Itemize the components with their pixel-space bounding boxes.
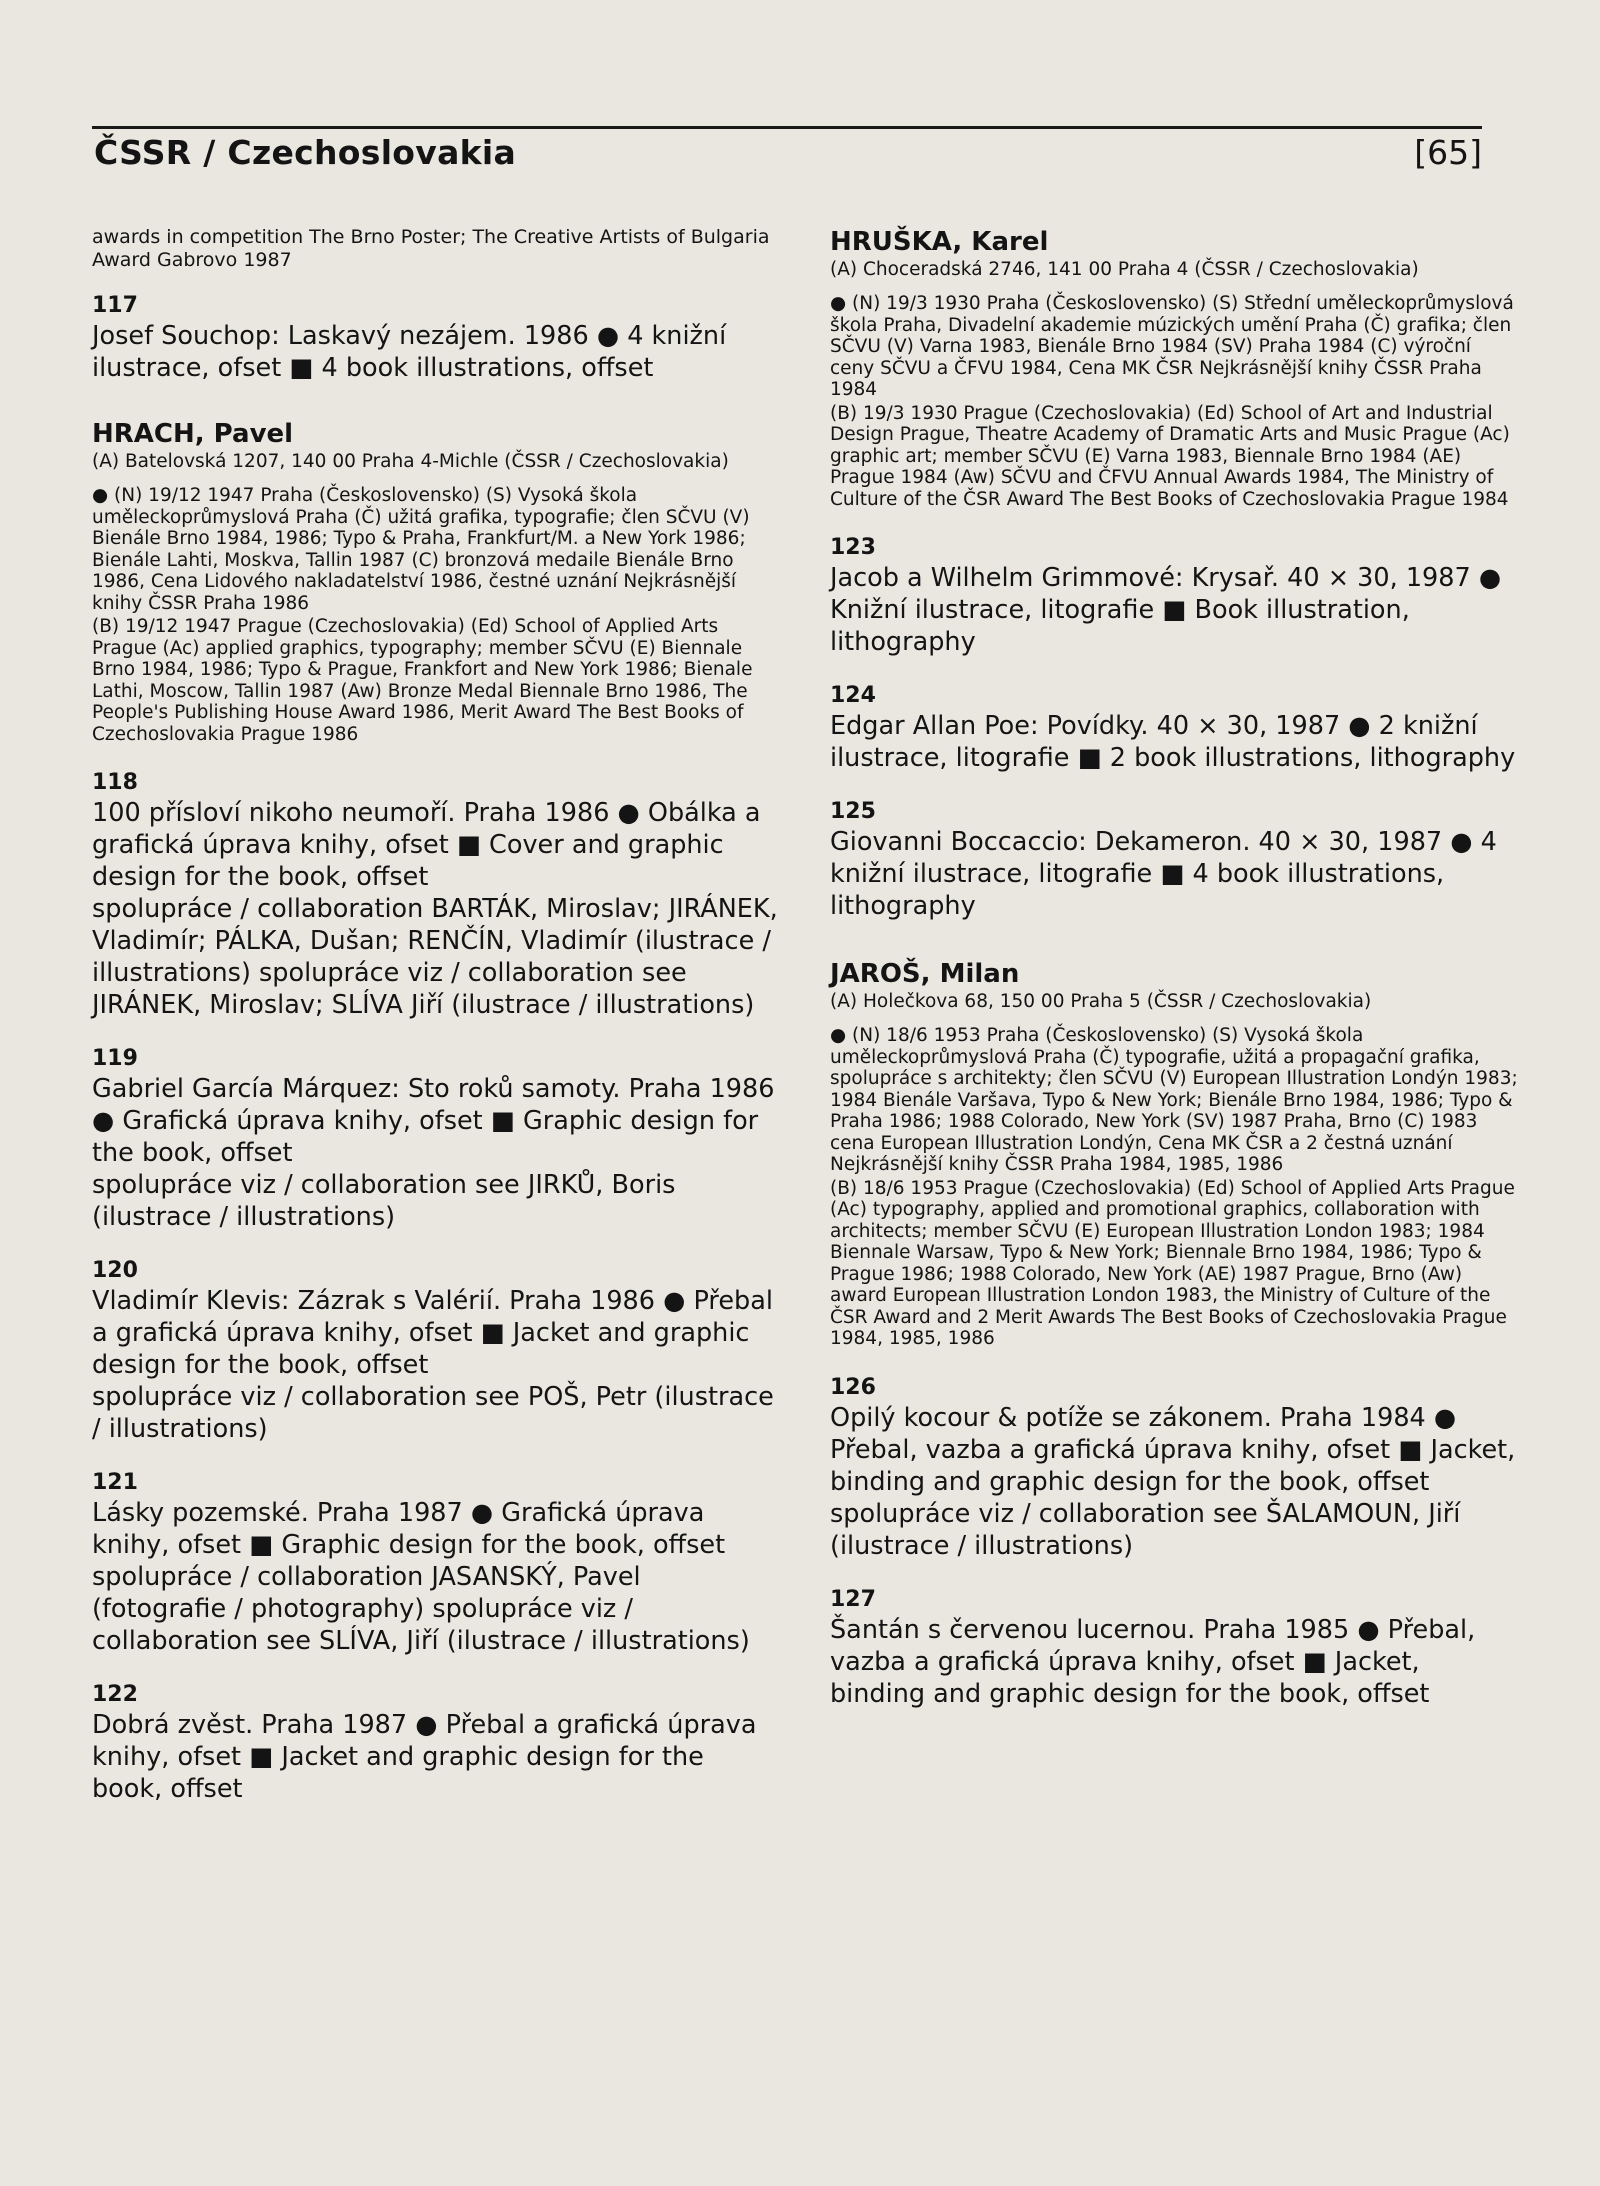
artist-bio-czech: ● (N) 19/12 1947 Praha (Československo) (S) Vysoká škola uměleckoprůmyslová Praha (Č) užitá grafika, typografie; člen SČVU (V) Bienále Brno 1984, 1986; Typo & Praha, Frankfurt/M. a New York 1986; Bienále Lahti, Moskva, Tallin 1987 (C) bronzová medaile Bienále Brno 1986, Cena Lidového nakladatelství 1986, čestné uznání Nejkrásnější knihy ČSSR Praha 1986 bbox=[92, 485, 750, 614]
entry-description: 100 přísloví nikoho neumoří. Praha 1986 ● Obálka a grafická úprava knihy, ofset ■ Cover and graphic design for the book, offset bbox=[92, 798, 761, 892]
entry-number: 117 bbox=[92, 293, 138, 318]
entry-number: 122 bbox=[92, 1682, 138, 1707]
catalog-entry bbox=[830, 1374, 1520, 1562]
entry-description: Gabriel García Márquez: Sto roků samoty. Praha 1986 ● Grafická úprava knihy, ofset ■ Graphic design for the book, offset bbox=[92, 1074, 775, 1168]
entry-description: Šantán s červenou lucernou. Praha 1985 ● Přebal, vazba a grafická úprava knihy, ofset ■ Jacket, binding and graphic design for the book, offset bbox=[830, 1614, 1476, 1709]
artist-bio-czech: ● (N) 18/6 1953 Praha (Československo) (S) Vysoká škola uměleckoprůmyslová Praha (Č) typografie, užitá a propagační grafika, spolupráce s architekty; člen SČVU (V) European Illustration Londýn 1983; 1984 Bienále Varšava, Typo & New York; Bienále Brno 1984, 1986; Typo & Praha 1986; 1988 Colorado, New York (SV) 1987 Praha, Brno (C) 1983 cena European Illustration Londýn, Cena MK ČSR a 2 čestná uznání Nejkrásnější knihy ČSSR Praha 1984, 1985, 1986 bbox=[830, 1025, 1518, 1175]
entry-number: 124 bbox=[830, 683, 876, 708]
catalog-entry bbox=[92, 292, 778, 384]
page-number: [65] bbox=[1414, 133, 1482, 172]
entry-number: 121 bbox=[92, 1470, 138, 1495]
entry-description: Giovanni Boccaccio: Dekameron. 40 × 30, 1987 ● 4 knižní ilustrace, litografie ■ 4 book illustrations, lithography bbox=[830, 827, 1497, 921]
artist-bio-english: (B) 19/3 1930 Prague (Czechoslovakia) (Ed) School of Art and Industrial Design Prague, Theatre Academy of Dramatic Arts and Music Prague (Ac) graphic art; member SČVU (E) Varna 1983, Biennale Brno 1984 (AE) Prague 1984 (Aw) SČVU and ČFVU Annual Awards 1984, The Ministry of Culture of the ČSR Award The Best Books of Czechoslovakia Prague 1984 bbox=[830, 402, 1510, 510]
catalog-entry bbox=[92, 1045, 778, 1233]
entry-description: Vladimír Klevis: Zázrak s Valérií. Praha 1986 ● Přebal a grafická úprava knihy, ofset ■ Jacket and graphic design for the book, offset bbox=[92, 1286, 773, 1380]
entry-number: 126 bbox=[830, 1374, 876, 1400]
entry-description: Opilý kocour & potíže se zákonem. Praha 1984 ● Přebal, vazba a grafická úprava knihy, ofset ■ Jacket, binding and graphic design for the book, offset bbox=[830, 1402, 1516, 1497]
entry-number: 118 bbox=[92, 770, 138, 795]
artist-block bbox=[830, 958, 1520, 1350]
artist-bio-english: (B) 18/6 1953 Prague (Czechoslovakia) (Ed) School of Applied Arts Prague (Ac) typography, applied and promotional graphics, collaboration with architects; member SČVU (E) European Illustration London 1983; 1984 Biennale Warsaw, Typo & New York; Biennale Brno 1984, 1986; Typo & Prague 1986; 1988 Colorado, New York (AE) 1987 Prague, Brno (Aw) award European Illustration London 1983, the Ministry of Culture of the ČSR Award and 2 Merit Awards The Best Books of Czechoslovakia Prague 1984, 1985, 1986 bbox=[830, 1177, 1515, 1349]
entry-collaboration: spolupráce viz / collaboration see JIRKŮ, Boris (ilustrace / illustrations) bbox=[92, 1170, 676, 1232]
entry-description: Josef Souchop: Laskavý nezájem. 1986 ● 4 knižní ilustrace, ofset ■ 4 book illustrations, offset bbox=[92, 321, 727, 383]
entry-description: Edgar Allan Poe: Povídky. 40 × 30, 1987 ● 2 knižní ilustrace, litografie ■ 2 book illustrations, lithography bbox=[830, 711, 1516, 773]
catalog-entry bbox=[830, 534, 1520, 658]
entry-number: 120 bbox=[92, 1258, 138, 1283]
catalog-entry bbox=[830, 1586, 1520, 1710]
artist-name: HRACH, Pavel bbox=[92, 419, 294, 449]
entry-collaboration: spolupráce / collaboration JASANSKÝ, Pavel (fotografie / photography) spolupráce viz / collaboration see SLÍVA, Jiří (ilustrace / illustrations) bbox=[92, 1562, 750, 1656]
entry-number: 125 bbox=[830, 799, 876, 824]
catalog-entry bbox=[92, 1469, 778, 1657]
entry-collaboration: spolupráce viz / collaboration see ŠALAMOUN, Jiří (ilustrace / illustrations) bbox=[830, 1498, 1461, 1561]
continued-awards-text: awards in competition The Brno Poster; The Creative Artists of Bulgaria Award Gabrovo 1987 bbox=[92, 226, 770, 271]
artist-name: HRUŠKA, Karel bbox=[830, 227, 1049, 257]
entry-number: 123 bbox=[830, 535, 876, 560]
artist-address: (A) Choceradská 2746, 141 00 Praha 4 (ČSSR / Czechoslovakia) bbox=[830, 259, 1419, 280]
catalog-entry bbox=[830, 682, 1520, 774]
entry-collaboration: spolupráce viz / collaboration see POŠ, Petr (ilustrace / illustrations) bbox=[92, 1382, 774, 1444]
catalog-entry bbox=[830, 798, 1520, 922]
header-rule bbox=[92, 126, 1482, 129]
artist-bio-english: (B) 19/12 1947 Prague (Czechoslovakia) (Ed) School of Applied Arts Prague (Ac) applied graphics, typography; member SČVU (E) Biennale Brno 1984, 1986; Typo & Prague, Frankfort and New York 1986; Bienale Lathi, Moscow, Tallin 1987 (Aw) Bronze Medal Biennale Brno 1986, The People's Publishing House Award 1986, Merit Award The Best Books of Czechoslovakia Prague 1986 bbox=[92, 616, 753, 745]
entry-description: Jacob a Wilhelm Grimmové: Krysař. 40 × 30, 1987 ● Knižní ilustrace, litografie ■ Book illustration, lithography bbox=[830, 563, 1502, 657]
entry-number: 119 bbox=[92, 1046, 138, 1071]
page-title: ČSSR / Czechoslovakia bbox=[94, 133, 517, 172]
left-column bbox=[92, 226, 778, 1829]
entry-description: Lásky pozemské. Praha 1987 ● Grafická úprava knihy, ofset ■ Graphic design for the book, offset bbox=[92, 1498, 726, 1560]
catalog-entry bbox=[92, 1257, 778, 1445]
catalog-entry bbox=[92, 1681, 778, 1805]
entry-collaboration: spolupráce / collaboration BARTÁK, Miroslav; JIRÁNEK, Vladimír; PÁLKA, Dušan; RENČÍN, Vladimír (ilustrace / illustrations) spolupráce viz / collaboration see JIRÁNEK, Miroslav; SLÍVA Jiří (ilustrace / illustrations) bbox=[92, 894, 778, 1020]
artist-block bbox=[92, 418, 778, 745]
artist-address: (A) Holečkova 68, 150 00 Praha 5 (ČSSR / Czechoslovakia) bbox=[830, 991, 1372, 1012]
artist-block bbox=[830, 226, 1520, 510]
entry-description: Dobrá zvěst. Praha 1987 ● Přebal a grafická úprava knihy, ofset ■ Jacket and graphic design for the book, offset bbox=[92, 1710, 757, 1804]
right-column bbox=[830, 226, 1520, 1734]
entry-number: 127 bbox=[830, 1586, 876, 1612]
artist-address: (A) Batelovská 1207, 140 00 Praha 4-Michle (ČSSR / Czechoslovakia) bbox=[92, 451, 729, 472]
catalog-entry bbox=[92, 769, 778, 1021]
artist-name: JAROŠ, Milan bbox=[830, 959, 1020, 989]
artist-bio-czech: ● (N) 19/3 1930 Praha (Československo) (S) Střední uměleckoprůmyslová škola Praha, Divadelní akademie múzických umění Praha (Č) grafika; člen SČVU (V) Varna 1983, Bienále Brno 1984 (SV) Praha 1984 (C) výroční ceny SČVU a ČFVU 1984, Cena MK ČSR Nejkrásnější knihy ČSSR Praha 1984 bbox=[830, 293, 1514, 400]
